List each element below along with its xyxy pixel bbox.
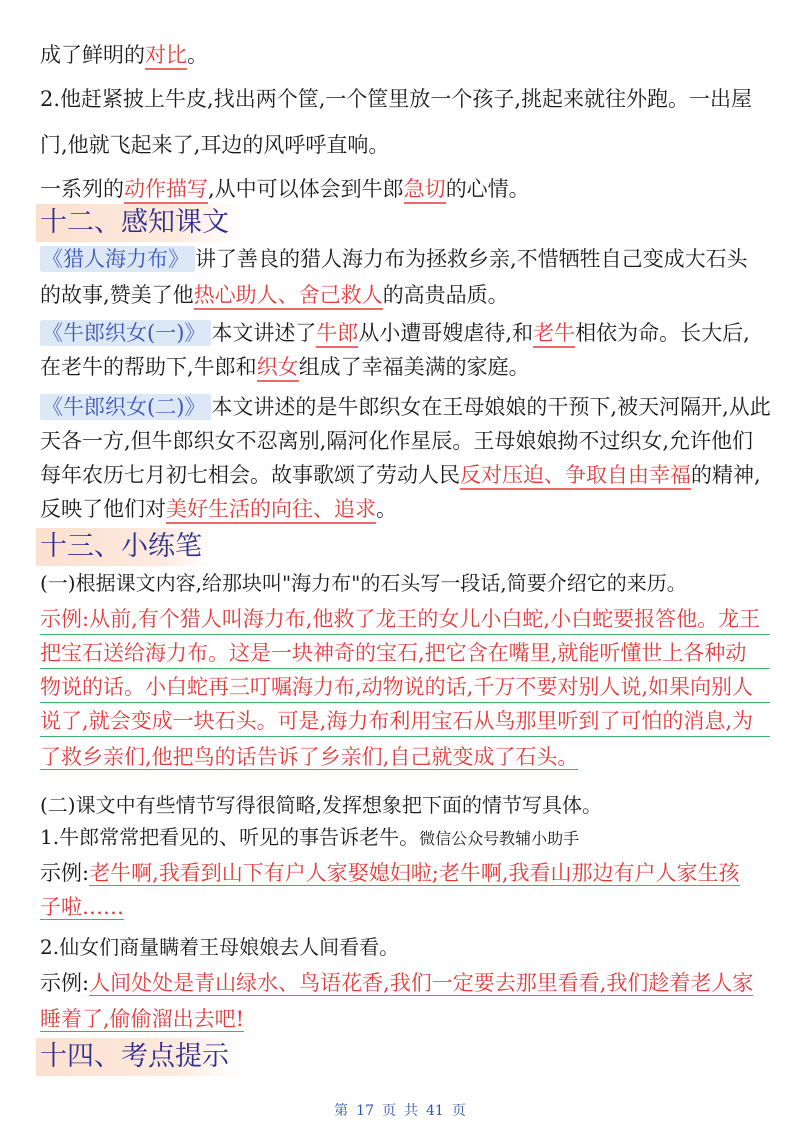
keyword: 对比 [145,43,187,70]
answer-line [40,892,770,922]
text-line [40,280,770,310]
text-line [40,460,770,490]
text: 成了鲜明的 [40,43,145,67]
text-line [40,494,770,524]
page-footer [0,1100,800,1120]
answer-line [40,1004,770,1034]
keyword: 织女 [257,355,299,382]
answer-line [40,968,770,998]
keyword: 急切 [404,177,446,204]
answer-text: 老牛啊,我看到山下有户人家娶媳妇啦;老牛啊,我看山那边有户人家生孩 [89,861,740,885]
example-label: 示例: [40,861,90,885]
footer-text: 页 [451,1103,466,1119]
text: 1.牛郎常常把看见的、听见的事告诉老牛。 [40,825,420,849]
question-2-2: 2.仙女们商量瞒着王母娘娘去人间看看。 [40,935,400,959]
footer-text: 共 [404,1103,418,1119]
text-line [40,318,770,348]
keyword: 牛郎 [316,321,358,348]
section-heading-12: 十二、感知课文 [36,204,239,242]
text: 每年农历七月初七相会。故事歌颂了劳动人民 [40,463,460,487]
footer-text: 第 [334,1103,349,1119]
page-number: 17 [356,1103,374,1119]
text: 。 [187,43,208,67]
text-line: 门,他就飞起来了,耳边的风呼呼直响。 [40,133,390,157]
text: 反映了他们对 [40,497,166,521]
question-2-1 [40,822,770,854]
section-heading-13: 十三、小练笔 [36,528,212,566]
answer-line [40,742,770,772]
text: 讲了善良的猎人海力布为拯救乡亲,不惜牺牲自己变成大石头 [195,247,748,271]
keyword: 热心助人、舍己救人 [194,283,383,310]
text-line: 天各一方,但牛郎织女不忍离别,隔河化作星辰。王母娘娘拗不过织女,允许他们 [40,429,754,453]
text: ,从中可以体会到牛郎 [208,177,404,201]
text-line [40,392,770,422]
lesson-title-tag: 《猎人海力布》 [40,246,195,272]
answer-text: 人间处处是青山绿水、鸟语花香,我们一定要去那里看看,我们趁着老人家 [89,971,754,995]
text: 本文讲述了 [211,321,317,345]
text: 的心情。 [445,177,530,201]
answer-line: 示例:从前,有个猎人叫海力布,他救了龙王的女儿小白蛇,小白蛇要报答他。龙王 [40,604,770,635]
text: 从小遭哥嫂虐待,和 [358,321,534,345]
watermark-text: 微信公众号教辅小助手 [419,829,580,848]
example-label: 示例: [40,971,90,995]
question-2: (二)课文中有些情节写得很简略,发挥想象把下面的情节写具体。 [40,793,602,817]
lesson-title-tag: 《牛郎织女(二)》 [40,394,211,420]
keyword: 反对压迫、争取自由幸福 [460,463,691,490]
answer-line: 说了,就会变成一块石头。可是,海力布利用宝石从鸟那里听到了可怕的消息,为 [40,706,770,737]
text: 的高贵品质。 [382,283,509,307]
footer-text: 页 [382,1103,396,1119]
text-line [40,174,770,204]
text-line [40,40,770,70]
text-line: 2.他赶紧披上牛皮,找出两个筐,一个筐里放一个孩子,挑起来就往外跑。一出屋 [40,87,753,111]
text-line [40,352,770,382]
section-heading-14: 十四、考点提示 [36,1038,239,1076]
answer-line [40,858,770,888]
text: 一系列的 [40,177,124,201]
answer-text: 了救乡亲们,他把鸟的话告诉了乡亲们,自己就变成了石头。 [40,745,579,769]
text: 在老牛的帮助下,牛郎和 [40,355,257,379]
text: 相依为命。长大后, [575,321,750,345]
keyword: 美好生活的向往、追求 [166,497,376,524]
answer-line: 把宝石送给海力布。这是一块神奇的宝石,把它含在嘴里,就能听懂世上各种动 [40,638,770,669]
text: 组成了幸福美满的家庭。 [298,355,530,379]
text: 的故事,赞美了他 [40,283,194,307]
answer-text: 睡着了,偷偷溜出去吧! [40,1007,245,1031]
keyword: 动作描写 [124,177,208,204]
answer-text: 子啦…… [40,895,124,919]
answer-line: 物说的话。小白蛇再三叮嘱海力布,动物说的话,千万不要对别人说,如果向别人 [40,672,770,703]
lesson-title-tag: 《牛郎织女(一)》 [40,320,211,346]
page-total: 41 [426,1103,444,1119]
text: 。 [376,497,397,521]
text: 本文讲述的是牛郎织女在王母娘娘的干预下,被天河隔开,从此 [211,395,771,419]
keyword: 老牛 [533,321,575,348]
text: 的精神, [691,463,761,487]
question-1: (一)根据课文内容,给那块叫"海力布"的石头写一段话,简要介绍它的来历。 [40,571,687,595]
text-line [40,244,770,274]
